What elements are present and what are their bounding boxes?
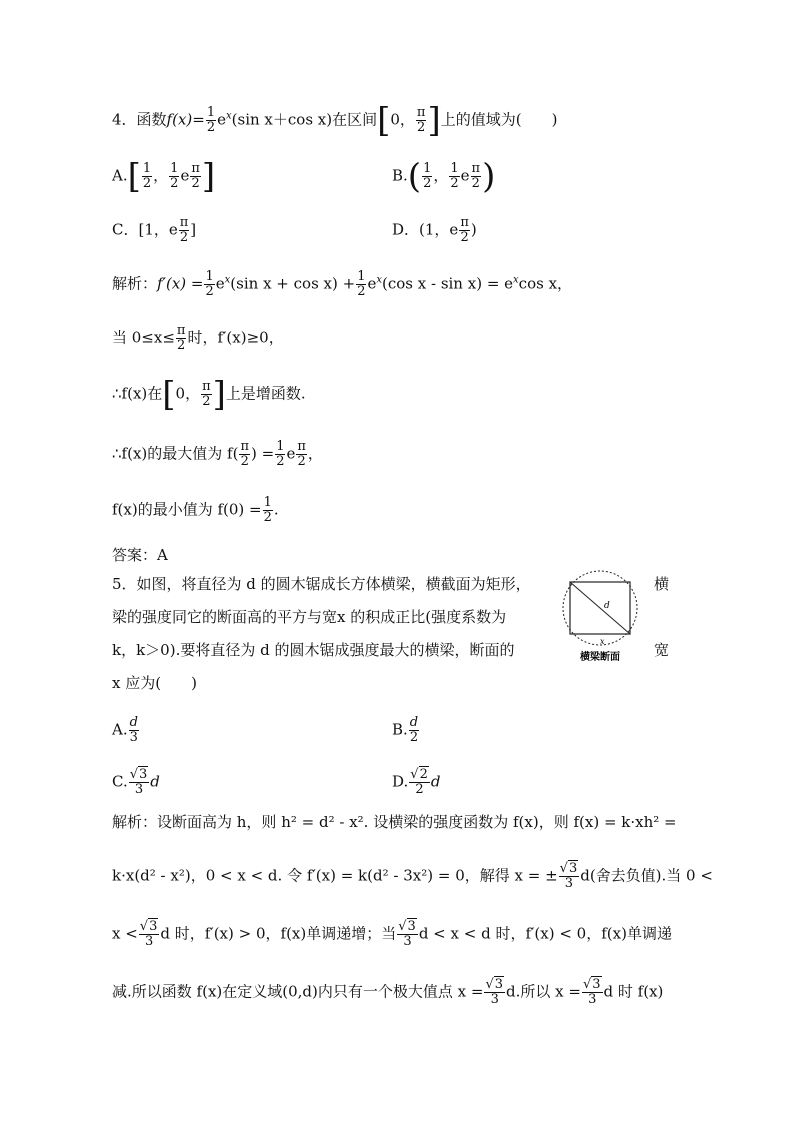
den: 2 [263, 510, 272, 525]
q5-line1-tail: 横 [654, 575, 670, 593]
q4-analysis-line4 [112, 440, 323, 469]
q5-option-b-label: B. [392, 720, 408, 739]
q5-line2: 梁的强度同它的断面高的平方与宽x 的积成正比(强度系数为 [112, 608, 507, 626]
num: π [460, 215, 469, 230]
q4-stem-end: 上的值域为( ) [440, 110, 558, 129]
frac [296, 440, 307, 469]
q5-analysis-line3 [112, 920, 672, 949]
frac [204, 270, 214, 299]
ex: e [180, 166, 190, 185]
num: π [202, 379, 211, 394]
an5-b: . [273, 500, 279, 519]
den: 3 [490, 992, 499, 1007]
num: π [179, 215, 189, 230]
frac: $\frac{√3}{3}$ [139, 919, 158, 949]
sqrt: 3 [139, 767, 148, 782]
frac: $\frac{√3}{3}$ [559, 861, 578, 891]
q4-stem-mid: (sin x＋cos x)在区间 [231, 110, 378, 129]
frac: $\frac{√2}{2}$ [410, 767, 428, 797]
den: 3 [564, 876, 574, 891]
den: 2 [179, 230, 189, 245]
q4-fx: f(x) [166, 110, 193, 129]
q5-analysis-line2 [112, 862, 713, 891]
q5-option-a-label: A. [112, 720, 128, 739]
q4-option-a-label: A. [112, 166, 128, 185]
an4-b: d.所以 x = [506, 982, 581, 1001]
num: 1 [450, 161, 459, 176]
q4-half-den: 2 [206, 120, 216, 135]
ex: e [367, 274, 377, 293]
q4-half [206, 106, 216, 135]
q5-analysis-line4 [112, 978, 663, 1007]
den: 2 [297, 454, 306, 469]
fig-d-label: d [604, 601, 610, 611]
sqrt: 3 [149, 919, 158, 934]
den: 3 [129, 730, 138, 745]
an4-a: 减.所以函数 f(x)在定义域(0,d)内只有一个极大值点 x = [112, 982, 484, 1001]
an1-c: (cos x - sin x) = e [382, 274, 514, 293]
ex: e [215, 274, 225, 293]
den: 2 [471, 176, 480, 191]
num: π [191, 161, 200, 176]
frac [422, 162, 432, 191]
den: 2 [409, 730, 419, 745]
an1-b: (sin x + cos x) + [230, 274, 356, 293]
q4-stem: 4．函数f(x)= $\frac{1}{2}$ $e^x(\sin$ x＋cos x)在区间[0， $\frac{\pi}{2}$ ]上的值域为( ) [112, 100, 558, 141]
den: 3 [134, 782, 144, 797]
an2-b: d(舍去负值).当 0 < [580, 866, 713, 885]
q4-option-b-label: B. [392, 166, 408, 185]
ex: e [460, 166, 470, 185]
q5-analysis-line1: 解析：设断面高为 h，则 h² = d² - x². 设横梁的强度函数为 f(x)，则 f(x) = k·xh² = [112, 813, 677, 831]
q4-option-c[interactable]: C．[1，e $\frac{\pi}{2}$ ] [112, 215, 197, 245]
q4-analysis-line3: ∴f(x)在[0， $\frac{\pi}{2}$ ]上是增函数. [112, 374, 306, 415]
frac: $\frac{√3}{3}$ [485, 977, 504, 1007]
q5-option-d[interactable] [392, 768, 440, 797]
q4-two: 2 [417, 120, 426, 135]
an3-a: ∴f(x)在 [112, 384, 163, 403]
num: d [129, 715, 138, 730]
den: 2 [415, 782, 424, 797]
an3-c: d < x < d 时，f′(x) < 0，f(x)单调递 [418, 924, 672, 943]
an3-c: 上是增函数. [225, 384, 306, 403]
frac [169, 162, 179, 191]
den: 2 [240, 454, 249, 469]
an2-b: 时，f′(x)≥0， [187, 328, 284, 347]
q5-option-d-label: D. [392, 772, 409, 791]
an5-a: f(x)的最小值为 f(0) = [112, 500, 262, 519]
frac: $\frac{√3}{3}$ [582, 977, 601, 1007]
den: 2 [450, 176, 459, 191]
an1-a: f′(x) = [157, 274, 204, 293]
figure-caption: 横梁断面 [580, 652, 620, 663]
q5-option-c-label: C. [112, 772, 128, 791]
beam-diagram [560, 568, 640, 664]
num: 1 [205, 269, 214, 284]
frac [263, 496, 273, 525]
frac [201, 380, 212, 409]
frac [190, 162, 201, 191]
den: 2 [460, 230, 469, 245]
frac: $\frac{√3}{3}$ [129, 767, 148, 797]
q4-e: e [217, 110, 227, 129]
q5-option-c[interactable] [112, 768, 160, 797]
num: π [297, 439, 306, 454]
num: 1 [263, 495, 272, 510]
an2-a: 当 0≤x≤ [112, 328, 175, 347]
q5-line3-tail: 宽 [654, 641, 670, 659]
den: 2 [423, 176, 432, 191]
den: 3 [144, 934, 154, 949]
frac [176, 324, 187, 353]
d: d [430, 772, 441, 791]
den: 2 [357, 284, 366, 299]
den: 3 [588, 992, 597, 1007]
beam-cross-section-figure [560, 568, 640, 664]
sqrt: 3 [568, 861, 578, 876]
frac [459, 216, 470, 245]
frac: $\frac{√3}{3}$ [398, 919, 416, 949]
frac [179, 216, 190, 245]
q4-option-b[interactable]: B.( $\frac{1}{2}$ ， $\frac{1}{2}$ e $\frac{\pi}{2}$ ) [392, 156, 496, 197]
q5-option-b[interactable] [392, 716, 420, 745]
an4-d: ， [307, 444, 323, 463]
optA-comma: ， [153, 166, 169, 185]
q4-stem-text: 4．函数 [112, 110, 167, 129]
an1-d: cos x， [518, 274, 573, 293]
q4-option-a[interactable]: A.[ $\frac{1}{2}$ ， $\frac{1}{2}$ e $\frac{\pi}{2}$ ] [112, 156, 216, 197]
an3-b: 0， [175, 384, 201, 403]
q5-line1: 5．如图，将直径为 d 的圆木锯成长方体横梁，横截面为矩形， [112, 575, 531, 593]
optB-comma: ， [433, 166, 449, 185]
frac [409, 716, 419, 745]
an4-c: e [286, 444, 296, 463]
q4-pi-half [416, 106, 427, 135]
den: 2 [142, 176, 152, 191]
an2-a: k·x(d² - x²)，0 < x < d. 令 f′(x) = k(d² - 3x²) = 0，解得 x = ± [112, 866, 558, 885]
num: 1 [276, 439, 285, 454]
an4-c: d 时 f(x) [603, 982, 664, 1001]
num: 1 [357, 269, 366, 284]
frac [449, 162, 459, 191]
q4-answer: 答案：A [112, 546, 168, 564]
den: 2 [276, 454, 285, 469]
q5-line4: x 应为( ) [112, 674, 197, 692]
num: π [471, 161, 481, 176]
q4-analysis-line1: 解析：f′(x) = $\frac{1}{2}$ $e^x(\sin$ x + cos x) + $\frac{1}{2}$ $e^x(\cos$ $x - \sin x) = e^x\cos$ x， [112, 269, 573, 299]
frac [129, 716, 139, 745]
frac [142, 162, 152, 191]
sqrt: 3 [592, 977, 601, 992]
den: 2 [202, 394, 211, 409]
q4-option-c-label: C．[1，e [112, 220, 178, 239]
frac [471, 162, 482, 191]
frac [275, 440, 285, 469]
an3-a: x < [112, 924, 138, 943]
q4-option-d[interactable]: D．(1，e $\frac{\pi}{2}$ ) [392, 215, 477, 245]
an4-a: ∴f(x)的最大值为 f( [112, 444, 239, 463]
an3-b: d 时，f′(x) > 0，f(x)单调递增；当 [160, 924, 397, 943]
analysis-label: 解析： [112, 274, 158, 293]
an4-b: ) = [250, 444, 275, 463]
q4-interval-0: 0， [390, 110, 415, 129]
q4-pi: π [416, 105, 426, 120]
sqrt: 3 [407, 919, 416, 934]
q4-eq: = [192, 110, 205, 129]
q5-option-a[interactable] [112, 716, 140, 745]
num: π [240, 439, 249, 454]
frac [356, 270, 366, 299]
fig-x-label: x [600, 637, 605, 646]
num: d [409, 715, 419, 730]
sqrt: 3 [494, 977, 504, 992]
num: 1 [423, 161, 432, 176]
q5-line3: k，k＞0).要将直径为 d 的圆木锯成强度最大的横梁，断面的 [112, 641, 515, 659]
q4-half-num: 1 [206, 105, 216, 120]
den: 3 [403, 934, 412, 949]
den: 2 [205, 284, 214, 299]
q4-analysis-line2 [112, 324, 284, 353]
den: 2 [191, 176, 200, 191]
den: 2 [177, 338, 186, 353]
q4-analysis-line5 [112, 496, 279, 525]
num: π [176, 323, 186, 338]
q4-option-d-label: D．(1，e [392, 220, 459, 239]
d: d [150, 772, 160, 791]
num: 1 [142, 161, 152, 176]
num: 1 [170, 161, 179, 176]
den: 2 [170, 176, 179, 191]
frac [239, 440, 250, 469]
sqrt: 2 [419, 767, 428, 782]
